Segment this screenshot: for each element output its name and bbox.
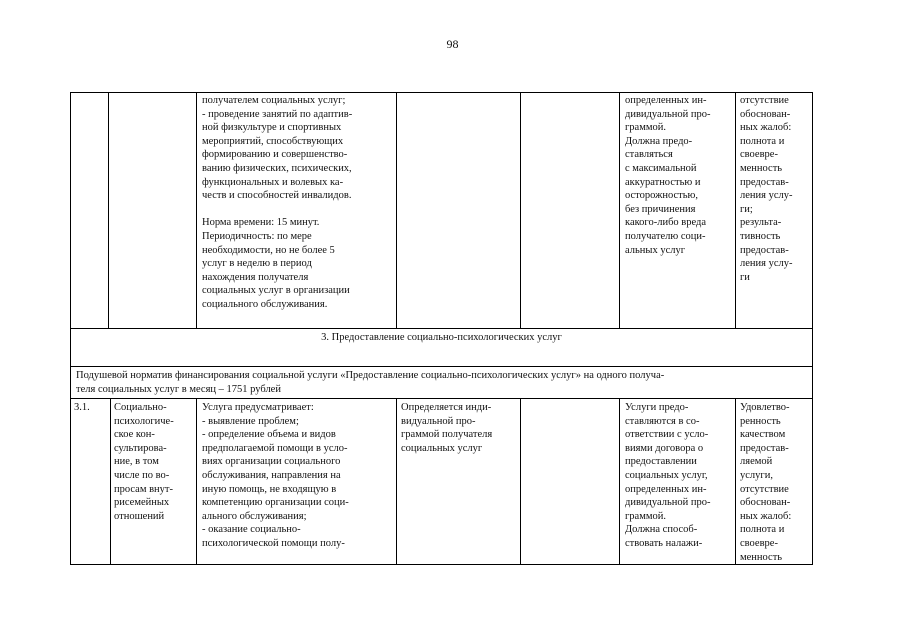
text-line: тивность (740, 230, 781, 242)
text-line: ления услу- (740, 258, 793, 270)
text-line: услуги, (740, 469, 773, 481)
text-line: сультирова- (114, 442, 167, 454)
text-line: полнота и (740, 135, 785, 147)
text-line: результа- (740, 217, 782, 229)
service-name (114, 401, 192, 523)
service-content-continued (202, 94, 390, 312)
text-line: ляемой (740, 456, 773, 468)
text-line: ние, в том (114, 456, 159, 468)
service-quality (740, 401, 810, 564)
text-line: ной физкультуре и спортивных (202, 122, 342, 134)
text-line: аккуратностью и (625, 176, 701, 188)
text-line: менность (740, 162, 783, 174)
text-line: качеством (740, 429, 786, 441)
text-line: ления услу- (740, 190, 793, 202)
text-line: с максимальной (625, 162, 697, 174)
page-number: 98 (446, 37, 459, 51)
text-line: социальных услуг (401, 442, 483, 454)
text-line: - определение объема и видов (202, 429, 336, 441)
service-content (202, 401, 390, 551)
text-line: получателю соци- (625, 230, 706, 242)
text-line: психологиче- (114, 415, 174, 427)
text-line: какого-либо вреда (625, 217, 707, 229)
text-line: получателем социальных услуг; (202, 95, 346, 106)
text-line: предостав- (740, 442, 789, 454)
text-line (202, 203, 390, 217)
text-line: виях организации социального (202, 456, 341, 468)
text-line: ги; (740, 203, 753, 215)
text-line: отсутствие (740, 95, 789, 106)
text-line: ствовать налажи- (625, 537, 703, 549)
text-line: ставляются в со- (625, 415, 700, 427)
text-line: отсутствие (740, 483, 789, 495)
text-line: просам внут- (114, 483, 174, 495)
text-line: необходимости, но не более 5 (202, 244, 335, 256)
text-line: ставляться (625, 149, 673, 161)
text-line: ги (740, 271, 750, 283)
text-line: осторожностью, (625, 190, 699, 202)
service-volume (401, 401, 517, 455)
text-line: социального обслуживания. (202, 298, 328, 310)
text-line: граммой. (625, 510, 667, 522)
text-line: - проведение занятий по адаптив- (202, 108, 353, 120)
text-line: Социально- (114, 402, 167, 413)
text-line: ального обслуживания; (202, 510, 307, 522)
funding-norm (76, 369, 810, 396)
text-line: ных жалоб: (740, 510, 792, 522)
text-line: мероприятий, способствующих (202, 135, 344, 147)
text-line: отношений (114, 510, 165, 522)
text-line: Должна способ- (625, 524, 698, 536)
text-line: полнота и (740, 524, 785, 536)
text-line: определенных ин- (625, 483, 707, 495)
text-line: Услуги предо- (625, 402, 689, 413)
text-line: функциональных и волевых ка- (202, 176, 344, 188)
text-line: формированию и совершенство- (202, 149, 348, 161)
text-line: компетенцию организации соци- (202, 497, 349, 509)
content-lines (202, 94, 390, 312)
text-line: нахождения получателя (202, 271, 309, 283)
text-line: граммой. (625, 122, 667, 134)
section-title: 3. Предоставление социально-психологических услуг (321, 332, 562, 343)
text-line: обслуживания, направления на (202, 469, 341, 481)
text-line: Подушевой норматив финансирования социальной услуги «Предоставление социально-психологических услуг» на одного получа- (76, 370, 665, 381)
text-line: виями договора о (625, 442, 704, 454)
text-line: иную помощь, не входящую в (202, 483, 337, 495)
text-line: - выявление проблем; (202, 415, 299, 427)
text-line: рисемейных (114, 497, 170, 509)
text-line: честв и способностей инвалидов. (202, 190, 352, 202)
text-line: дивидуальной про- (625, 108, 711, 120)
text-line: ское кон- (114, 429, 155, 441)
text-line: альных услуг (625, 244, 686, 256)
text-line: Должна предо- (625, 135, 693, 147)
service-conditions-continued (625, 94, 731, 257)
text-line: без причинения (625, 203, 696, 215)
text-line: дивидуальной про- (625, 497, 711, 509)
text-line: социальных услуг, (625, 469, 708, 481)
text-line: психологической помощи полу- (202, 537, 345, 549)
text-line: обоснован- (740, 108, 791, 120)
service-quality-continued (740, 94, 810, 284)
service-conditions (625, 401, 731, 551)
text-line: ренность (740, 415, 781, 427)
text-line: предостав- (740, 176, 789, 188)
text-line: ванию физических, психических, (202, 162, 352, 174)
text-line: предостав- (740, 244, 789, 256)
text-line: числе по во- (114, 469, 170, 481)
text-line: Услуга предусматривает: (202, 402, 314, 413)
text-line: предоставлении (625, 456, 697, 468)
text-line: Периодичность: по мере (202, 230, 312, 242)
text-line: менность (740, 551, 783, 563)
text-line: ответствии с усло- (625, 429, 709, 441)
text-line: Удовлетво- (740, 402, 790, 413)
text-line: своевре- (740, 149, 778, 161)
text-line: теля социальных услуг в месяц – 1751 рублей (76, 383, 281, 395)
text-line: определенных ин- (625, 95, 707, 106)
text-line: обоснован- (740, 497, 791, 509)
text-line: своевре- (740, 537, 778, 549)
text-line: граммой получателя (401, 429, 493, 441)
text-line: Норма времени: 15 минут. (202, 217, 320, 229)
text-line: видуальной про- (401, 415, 476, 427)
text-line: услуг в неделю в период (202, 258, 312, 270)
row-number: 3.1. (74, 402, 90, 413)
text-line: социальных услуг в организации (202, 285, 350, 297)
text-line: предполагаемой помощи в усло- (202, 442, 348, 454)
text-line: - оказание социально- (202, 524, 301, 536)
text-line: Определяется инди- (401, 402, 492, 413)
text-line: ных жалоб: (740, 122, 792, 134)
